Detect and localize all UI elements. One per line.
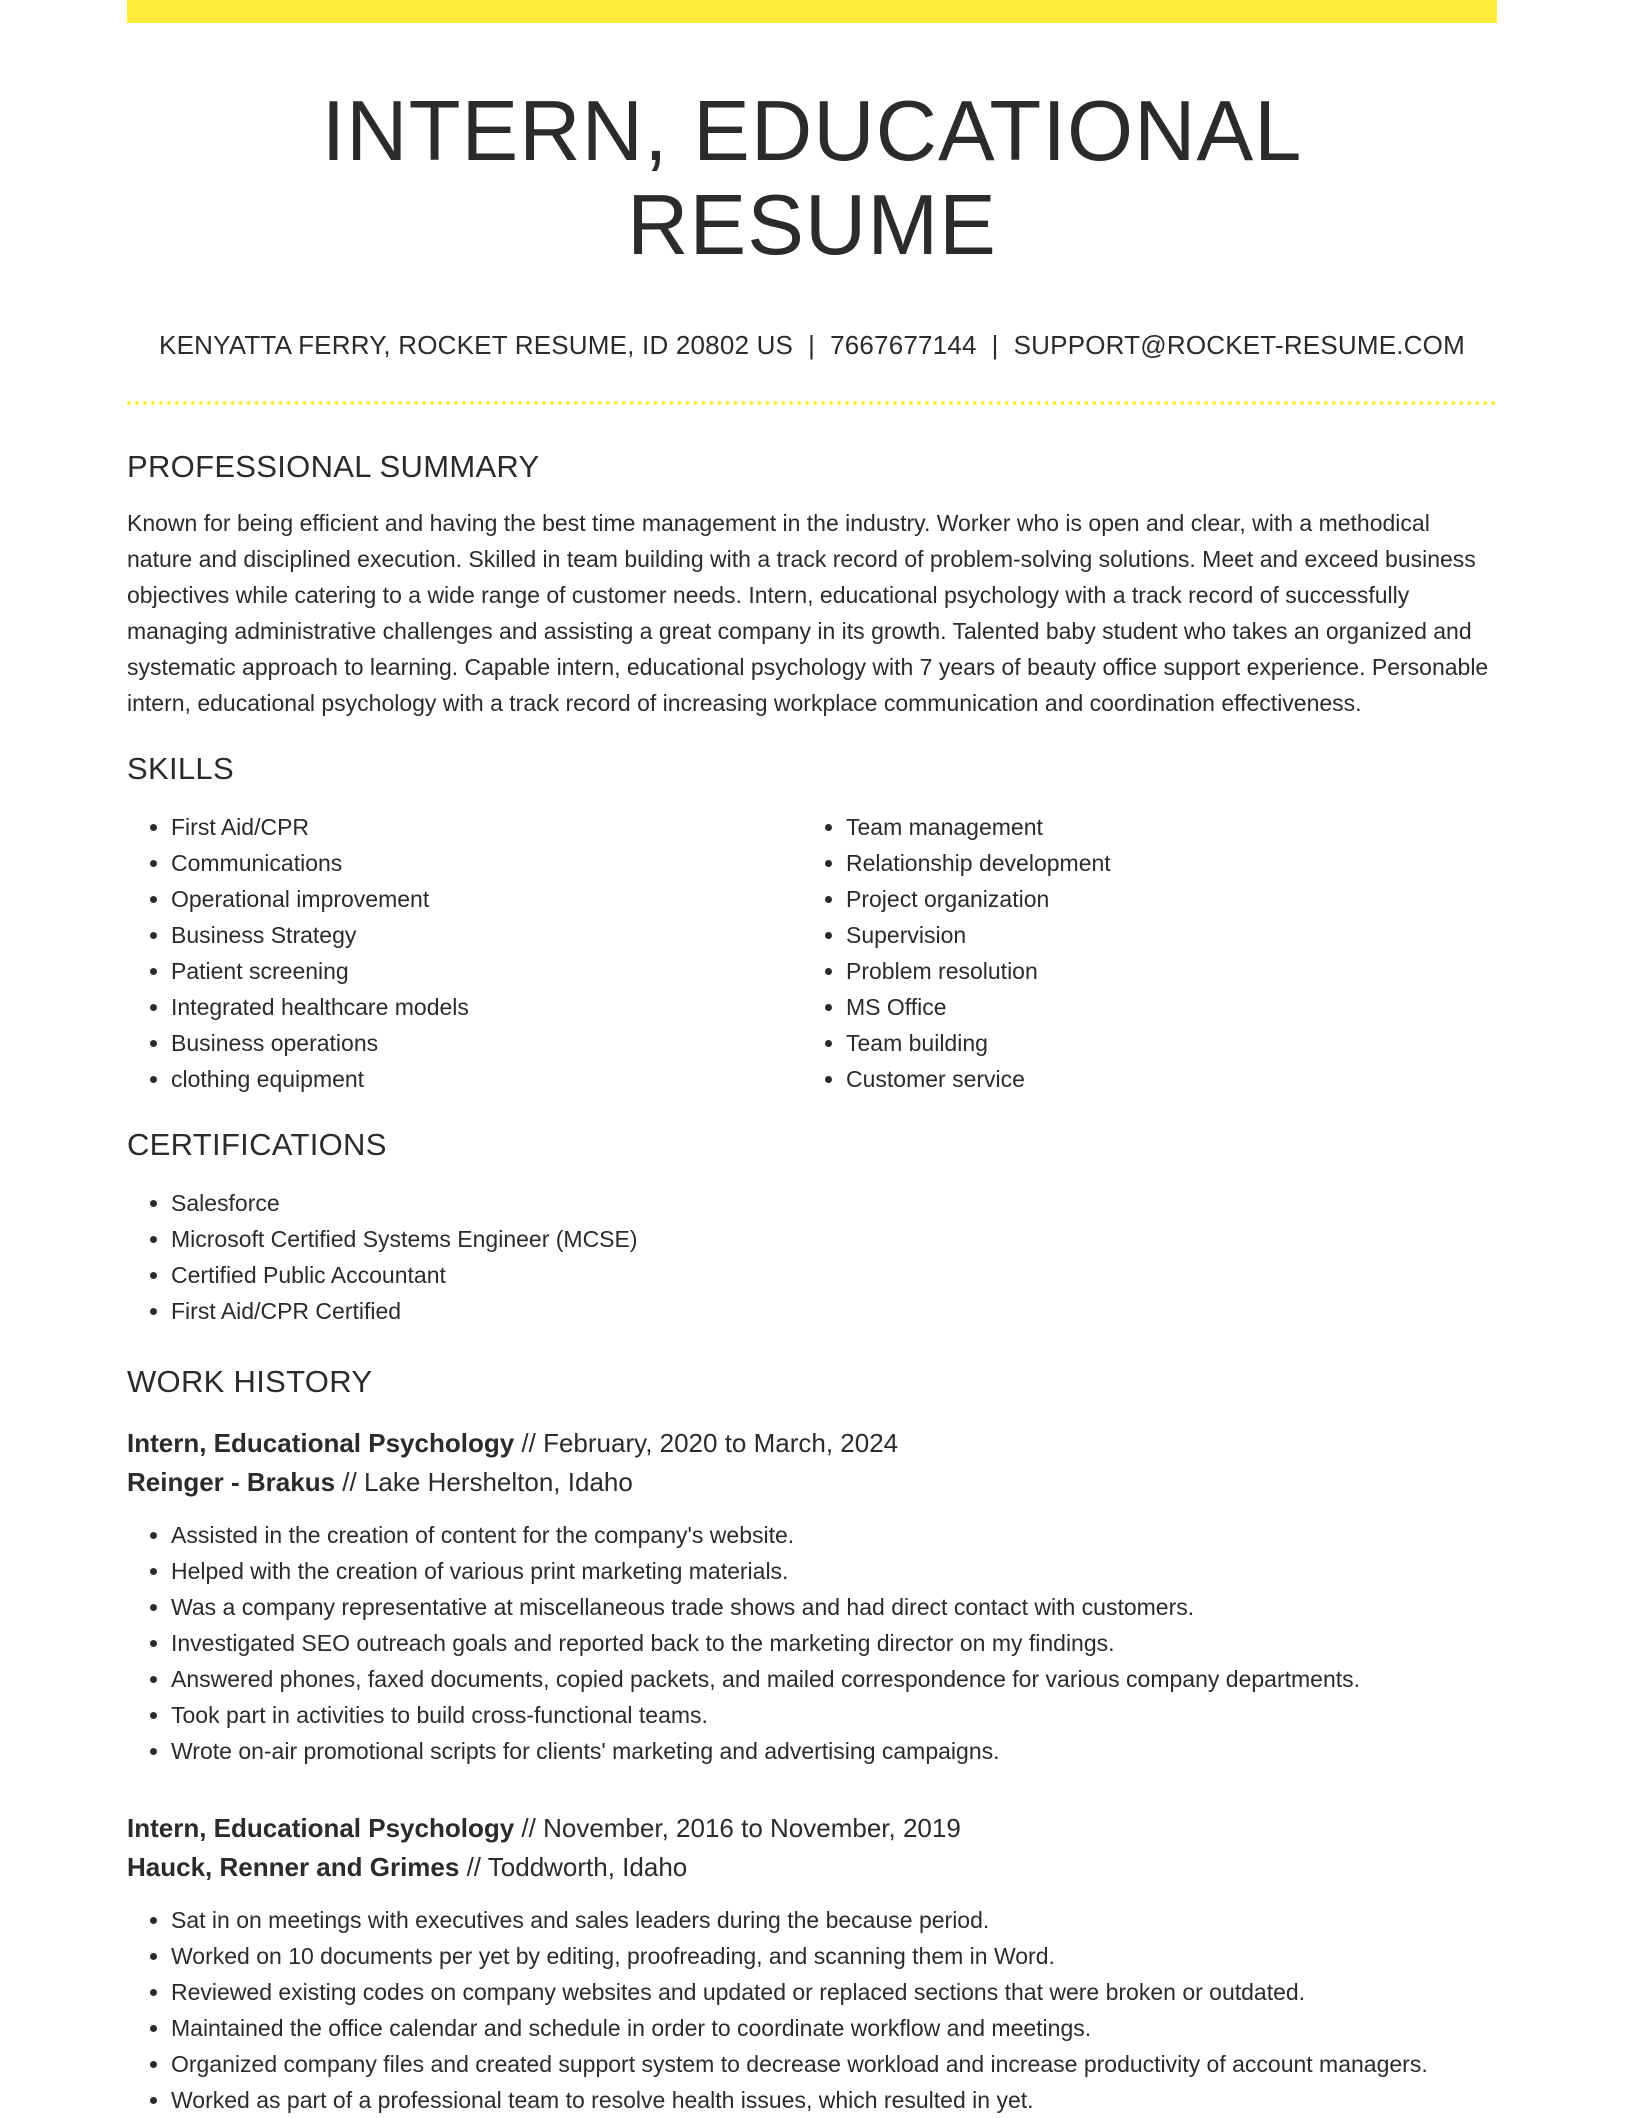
job-bullet: • Sat in on meetings with executives and sales leaders during the because period.	[171, 1902, 1497, 1938]
contact-email: SUPPORT@ROCKET-RESUME.COM	[1013, 330, 1465, 360]
job-location: // Lake Hershelton, Idaho	[335, 1467, 633, 1498]
skill-item: • Business operations	[171, 1025, 802, 1061]
skill-item: • clothing equipment	[171, 1061, 802, 1097]
job-dates: // November, 2016 to November, 2019	[514, 1813, 961, 1844]
skill-item: • Communications	[171, 845, 802, 881]
skills-list-right	[802, 809, 1477, 1097]
certification-item: • Salesforce	[171, 1185, 1497, 1221]
skill-item: • MS Office	[846, 989, 1477, 1025]
contact-line	[127, 330, 1497, 361]
skill-item: • Customer service	[846, 1061, 1477, 1097]
job-bullet: • Reviewed existing codes on company websites and updated or replaced sections that were broken or outdated.	[171, 1974, 1497, 2010]
job-bullet: • Took part in activities to build cross-functional teams.	[171, 1697, 1497, 1733]
job-bullet: • Investigated SEO outreach goals and reported back to the marketing director on my findings.	[171, 1625, 1497, 1661]
contact-separator: |	[808, 330, 816, 360]
contact-name-address: KENYATTA FERRY, ROCKET RESUME, ID 20802 US	[159, 330, 794, 360]
skill-item: • Team management	[846, 809, 1477, 845]
job-bullet: • Assisted in the creation of content for the company's website.	[171, 1517, 1497, 1553]
skills-list-left	[127, 809, 802, 1097]
skill-item: • Relationship development	[846, 845, 1477, 881]
job-company: Reinger - Brakus	[127, 1467, 336, 1498]
job-entry	[127, 1809, 1497, 2118]
job-bullet: • Worked on 10 documents per yet by editing, proofreading, and scanning them in Word.	[171, 1938, 1497, 1974]
job-header	[127, 1809, 1497, 1887]
skill-item: • Team building	[846, 1025, 1477, 1061]
job-company-line	[127, 1848, 1497, 1887]
skill-item: • Problem resolution	[846, 953, 1477, 989]
certifications-heading: CERTIFICATIONS	[127, 1127, 387, 1163]
summary-text: Known for being efficient and having the best time management in the industry. Worker who is open and clear, with a methodical nature and disciplined execution. Skilled in team building with a track record of problem-solving solutions. Meet and exceed business objectives while catering to a wide range of customer needs. Intern, educational psychology with a track record of successfully managing administrative challenges and assisting a great company in its growth. Talented baby student who takes an organized and systematic approach to learning. Capable intern, educational psychology with 7 years of beauty office support experience. Personable intern, educational psychology with a track record of increasing workplace communication and coordination effectiveness.	[127, 510, 1489, 717]
job-bullet: • Was a company representative at miscellaneous trade shows and had direct contact with customers.	[171, 1589, 1497, 1625]
work-history-heading: WORK HISTORY	[127, 1364, 373, 1400]
job-dates: // February, 2020 to March, 2024	[514, 1428, 899, 1459]
skill-item: • Supervision	[846, 917, 1477, 953]
job-company-line	[127, 1463, 1497, 1502]
job-bullet: • Helped with the creation of various print marketing materials.	[171, 1553, 1497, 1589]
skill-item: • First Aid/CPR	[171, 809, 802, 845]
job-title-line	[127, 1424, 1497, 1463]
certification-item: • Microsoft Certified Systems Engineer (MCSE)	[171, 1221, 1497, 1257]
job-company: Hauck, Renner and Grimes	[127, 1852, 460, 1883]
skill-item: • Integrated healthcare models	[171, 989, 802, 1025]
dotted-divider	[127, 401, 1497, 405]
skill-item: • Business Strategy	[171, 917, 802, 953]
job-bullet: • Answered phones, faxed documents, copied packets, and mailed correspondence for various company departments.	[171, 1661, 1497, 1697]
job-title: Intern, Educational Psychology	[127, 1428, 515, 1459]
certification-item: • First Aid/CPR Certified	[171, 1293, 1497, 1329]
skills-heading: SKILLS	[127, 751, 234, 787]
job-title: Intern, Educational Psychology	[127, 1813, 515, 1844]
skill-item: • Operational improvement	[171, 881, 802, 917]
skills-grid	[127, 809, 1497, 1097]
job-location: // Toddworth, Idaho	[459, 1852, 688, 1883]
resume-page	[127, 0, 1497, 2118]
skill-item: • Patient screening	[171, 953, 802, 989]
resume-title: INTERN, EDUCATIONAL RESUME	[321, 84, 1303, 273]
job-bullets	[127, 1902, 1497, 2118]
certifications-list	[127, 1185, 1497, 1329]
skill-item: • Project organization	[846, 881, 1477, 917]
job-bullet: • Maintained the office calendar and schedule in order to coordinate workflow and meetings.	[171, 2010, 1497, 2046]
contact-phone: 7667677144	[830, 330, 977, 360]
job-bullets	[127, 1517, 1497, 1769]
job-bullet: • Wrote on-air promotional scripts for clients' marketing and advertising campaigns.	[171, 1733, 1497, 1769]
contact-separator: |	[991, 330, 999, 360]
certification-item: • Certified Public Accountant	[171, 1257, 1497, 1293]
job-header	[127, 1424, 1497, 1502]
job-entry	[127, 1424, 1497, 1769]
job-bullet: • Worked as part of a professional team to resolve health issues, which resulted in yet.	[171, 2082, 1497, 2118]
summary-heading: PROFESSIONAL SUMMARY	[127, 449, 540, 485]
accent-top-bar	[127, 0, 1497, 23]
job-bullet: • Organized company files and created support system to decrease workload and increase productivity of account managers.	[171, 2046, 1497, 2082]
job-title-line	[127, 1809, 1497, 1848]
